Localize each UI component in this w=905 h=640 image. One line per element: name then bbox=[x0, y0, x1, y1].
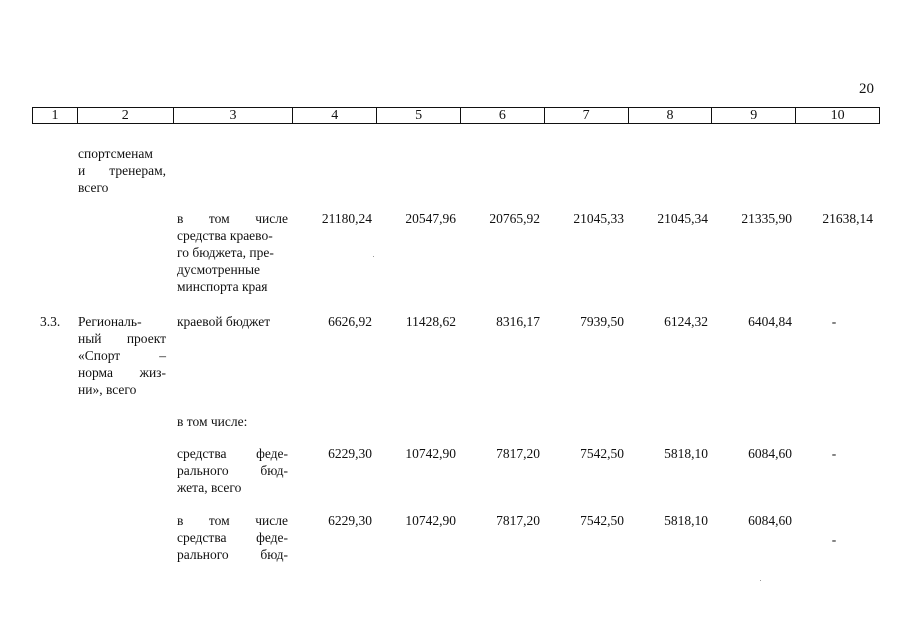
row-e-value: 6084,60 bbox=[748, 446, 792, 461]
row-c-value: 11428,62 bbox=[405, 314, 456, 329]
row-c-value: 8316,17 bbox=[496, 314, 540, 329]
row-c-value: 6626,92 bbox=[328, 314, 372, 329]
row-b-value: 21335,90 bbox=[741, 211, 792, 226]
row-c-value: 6124,32 bbox=[664, 314, 708, 329]
row-c-value: 7939,50 bbox=[580, 314, 624, 329]
row-f-value: 7542,50 bbox=[580, 513, 624, 528]
row-f-value: 6229,30 bbox=[328, 513, 372, 528]
row-c-value: - bbox=[831, 314, 837, 329]
page-number: 20 bbox=[859, 81, 874, 97]
row-f-value: 6084,60 bbox=[748, 513, 792, 528]
row-e-col3-line: средства феде- bbox=[177, 446, 288, 461]
row-e-value: 5818,10 bbox=[664, 446, 708, 461]
row-a-col2-line: и тренерам, bbox=[78, 163, 166, 178]
row-e-col3-line: жета, всего bbox=[177, 480, 242, 495]
header-col-2: 2 bbox=[77, 108, 173, 123]
header-col-1: 1 bbox=[51, 108, 59, 123]
row-b-value: 21180,24 bbox=[321, 211, 372, 226]
row-c-col2-line: Региональ- bbox=[78, 314, 142, 329]
row-f-col3-line: в том числе bbox=[177, 513, 288, 528]
row-a-col2-line: спортсменам bbox=[78, 146, 153, 161]
row-b-value: 21045,33 bbox=[573, 211, 624, 226]
row-b-col3-line: в том числе bbox=[177, 211, 288, 226]
row-c-col3: краевой бюджет bbox=[177, 314, 271, 329]
row-e-value: - bbox=[831, 446, 837, 461]
row-b-col3-line: средства краево- bbox=[177, 228, 273, 243]
row-b-value: 20765,92 bbox=[489, 211, 540, 226]
header-col-8: 8 bbox=[628, 108, 712, 123]
row-f-value: 10742,90 bbox=[405, 513, 456, 528]
header-col-3: 3 bbox=[173, 108, 293, 123]
header-col-6: 6 bbox=[460, 108, 544, 123]
row-b-col3-line: минспорта края bbox=[177, 279, 268, 294]
row-b-col3-line: дусмотренные bbox=[177, 262, 261, 277]
row-c-number: 3.3. bbox=[40, 314, 61, 329]
column-number-header bbox=[32, 107, 880, 124]
row-d-including: в том числе: bbox=[177, 414, 248, 429]
row-e-value: 7817,20 bbox=[496, 446, 540, 461]
row-f-value: - bbox=[831, 532, 837, 547]
row-c-value: 6404,84 bbox=[748, 314, 792, 329]
row-f-value: 7817,20 bbox=[496, 513, 540, 528]
scan-speck bbox=[760, 580, 761, 581]
row-b-col3-line: го бюджета, пре- bbox=[177, 245, 274, 260]
row-e-value: 6229,30 bbox=[328, 446, 372, 461]
row-a-col2-line: всего bbox=[78, 180, 109, 195]
row-c-col2-line: ный проект bbox=[78, 331, 166, 346]
row-c-col2-line: норма жиз- bbox=[78, 365, 166, 380]
row-f-col3-line: средства феде- bbox=[177, 530, 288, 545]
row-e-value: 10742,90 bbox=[405, 446, 456, 461]
header-col-4: 4 bbox=[292, 108, 376, 123]
row-c-col2-line: ни», всего bbox=[78, 382, 137, 397]
row-f-value: 5818,10 bbox=[664, 513, 708, 528]
row-e-col3-line: рального бюд- bbox=[177, 463, 288, 478]
row-b-value: 20547,96 bbox=[405, 211, 456, 226]
row-f-col3-line: рального бюд- bbox=[177, 547, 288, 562]
row-b-value: 21045,34 bbox=[657, 211, 708, 226]
header-col-5: 5 bbox=[376, 108, 460, 123]
row-b-value: 21638,14 bbox=[822, 211, 873, 226]
scan-speck bbox=[373, 256, 374, 257]
row-c-col2-line: «Спорт – bbox=[78, 348, 166, 363]
header-col-9: 9 bbox=[711, 108, 795, 123]
row-e-value: 7542,50 bbox=[580, 446, 624, 461]
header-col-7: 7 bbox=[544, 108, 628, 123]
header-col-10: 10 bbox=[795, 108, 879, 123]
